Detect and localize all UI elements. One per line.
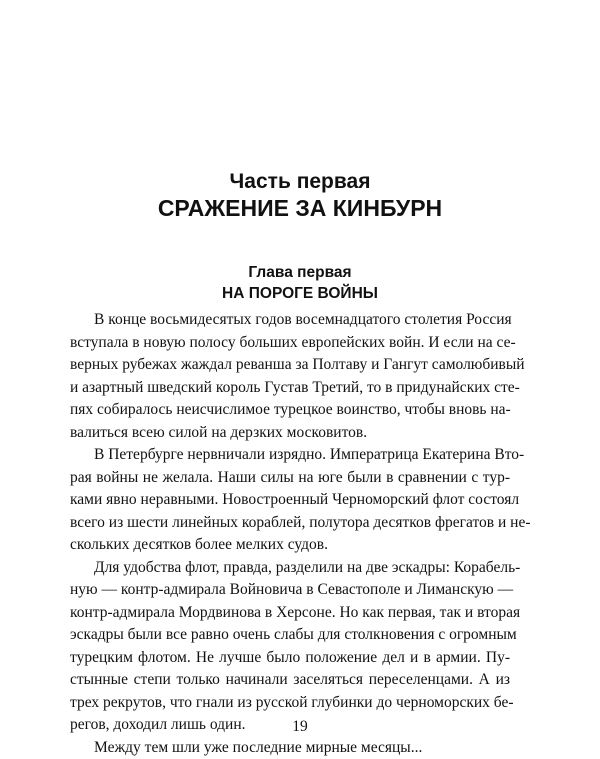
text-line: пях собиралось неисчислимое турецкое воинство, чтобы вновь на- [70, 399, 510, 422]
part-title: СРАЖЕНИЕ ЗА КИНБУРН [0, 195, 600, 222]
body-text [70, 309, 510, 759]
text-line: Между тем шли уже последние мирные месяцы... [70, 737, 510, 759]
part-label: Часть первая [0, 170, 600, 194]
text-line: контр-адмирала Мордвинова в Херсоне. Но как первая, так и вторая [70, 602, 510, 625]
text-line: турецким флотом. Не лучше было положение дел и в армии. Пу- [70, 647, 510, 670]
text-line: ную — контр-адмирала Войновича в Севастополе и Лиманскую — [70, 579, 510, 602]
text-line: вступала в новую полосу больших европейских войн. И если на се- [70, 332, 510, 355]
text-line: верных рубежах жаждал реванша за Полтаву и Гангут самолюбивый [70, 354, 510, 377]
text-line: регов, доходил лишь один. [70, 714, 510, 737]
text-line: всего из шести линейных кораблей, полутора десятков фрегатов и не- [70, 512, 510, 535]
text-line: эскадры были все равно очень слабы для столкновения с огромным [70, 624, 510, 647]
page-number: 19 [0, 718, 600, 736]
text-line: валиться всею силой на дерзких московитов. [70, 422, 510, 445]
text-line: рая войны не желала. Наши силы на юге были в сравнении с тур- [70, 467, 510, 490]
text-line: стынные степи только начинали заселяться переселенцами. А из [70, 669, 510, 692]
text-line: ками явно неравными. Новостроенный Черноморский флот состоял [70, 489, 510, 512]
text-line: Для удобства флот, правда, разделили на две эскадры: Корабель- [70, 557, 510, 580]
text-line: и азартный шведский король Густав Третий, то в придунайских сте- [70, 377, 510, 400]
text-line: трех рекрутов, что гнали из русской глубинки до черноморских бе- [70, 692, 510, 715]
chapter-title: НА ПОРОГЕ ВОЙНЫ [0, 285, 600, 303]
text-line: В Петербурге нервничали изрядно. Императрица Екатерина Вто- [70, 444, 510, 467]
text-line: В конце восьмидесятых годов восемнадцатого столетия Россия [70, 309, 510, 332]
text-line: скольких десятков более мелких судов. [70, 534, 510, 557]
chapter-label: Глава первая [0, 264, 600, 282]
